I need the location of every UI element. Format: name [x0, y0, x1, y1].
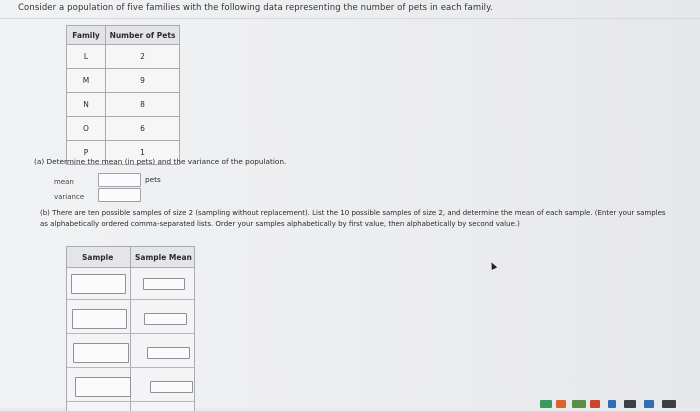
family-cell: M: [67, 69, 106, 93]
part-b-question: (b) There are ten possible samples of size 2 (sampling without replacement). List the 10 possible samples of size 2, and determine the mean of each sample. (Enter your samples as alphabetically ordered comma-separated lists. Order your samples alphabetically by first value, then alphabetically by second value.): [40, 209, 666, 228]
tray-icon: [644, 400, 654, 408]
variance-label: variance: [54, 193, 85, 201]
pets-cell: 9: [106, 69, 180, 93]
table-row: [67, 93, 180, 117]
divider: [0, 18, 700, 19]
family-cell: N: [67, 93, 106, 117]
header-sample: Sample: [82, 253, 114, 262]
tray-icon: [662, 400, 676, 408]
row-divider: [67, 367, 194, 368]
pets-cell: 2: [106, 45, 180, 69]
sample-input[interactable]: [75, 377, 131, 397]
samples-table: [66, 246, 195, 411]
tray-icon: [572, 400, 586, 408]
sample-input[interactable]: [72, 309, 127, 329]
family-cell: O: [67, 117, 106, 141]
pets-cell: 8: [106, 93, 180, 117]
sample-mean-input[interactable]: [143, 278, 185, 290]
taskbar-tray: [520, 398, 700, 408]
problem-prompt: Consider a population of five families with the following data representing the number of pets in each family.: [18, 3, 493, 13]
mean-label: mean: [54, 178, 74, 186]
header-sample-mean: Sample Mean: [135, 253, 192, 262]
sample-mean-input[interactable]: [150, 381, 193, 393]
tray-icon: [540, 400, 552, 408]
tray-icon: [556, 400, 566, 408]
pets-table: [66, 25, 180, 165]
family-cell: L: [67, 45, 106, 69]
table-row: [67, 117, 180, 141]
family-cell: P: [67, 141, 106, 165]
sample-input[interactable]: [73, 343, 129, 363]
row-divider: [67, 401, 194, 402]
tray-icon: [624, 400, 636, 408]
tray-icon: [608, 400, 616, 408]
table-row: [67, 45, 180, 69]
sample-input[interactable]: [71, 274, 126, 294]
mean-unit: pets: [145, 175, 161, 184]
variance-input[interactable]: [98, 188, 141, 202]
header-number-of-pets: Number of Pets: [106, 26, 180, 45]
sample-mean-input[interactable]: [144, 313, 187, 325]
sample-mean-input[interactable]: [147, 347, 190, 359]
row-divider: [67, 333, 194, 334]
part-a-question: (a) Determine the mean (in pets) and the variance of the population.: [34, 157, 287, 166]
mouse-cursor: [489, 261, 497, 270]
mean-input[interactable]: [98, 173, 141, 187]
header-family: Family: [67, 26, 106, 45]
table-row: [67, 69, 180, 93]
pets-cell: 1: [106, 141, 180, 165]
row-divider: [67, 299, 194, 300]
table-header-row: [67, 26, 180, 45]
pets-cell: 6: [106, 117, 180, 141]
tray-icon: [590, 400, 600, 408]
